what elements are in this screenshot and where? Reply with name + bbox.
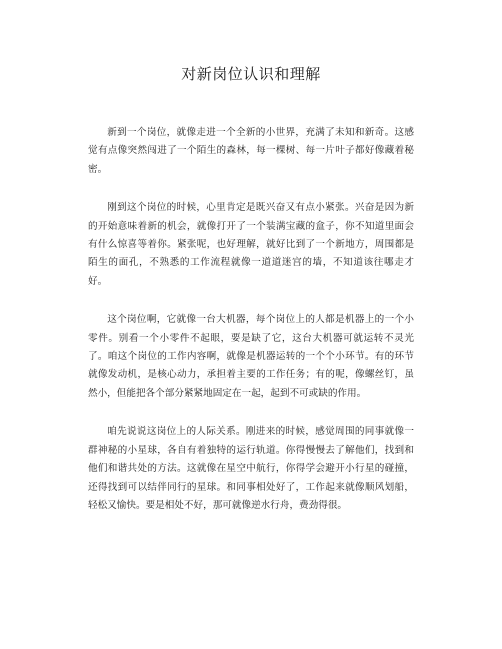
paragraph-3: 这个岗位啊，它就像一台大机器，每个岗位上的人都是机器上的一个小零件。别看一个小零件不起眼，要是缺了它，这台大机器可就运转不灵光了。咱这个岗位的工作内容啊，就像是机器运转的一个个小环节。有的环节就像发动机，是核心动力，承担着主要的工作任务；有的呢，像螺丝钉，虽然小，但能把各个部分紧紧地固定在一起，起到不可或缺的作用。 [88,314,414,399]
document-title: 对新岗位认识和理解 [181,65,321,83]
paragraph-1: 新到一个岗位，就像走进一个全新的小世界，充满了未知和新奇。这感觉有点像突然闯进了一个陌生的森林，每一棵树、每一片叶子都好像藏着秘密。 [88,127,414,175]
paragraph-4: 咱先说说这岗位上的人际关系。刚进来的时候，感觉周围的同事就像一群神秘的小星球，各自有着独特的运行轨道。你得慢慢去了解他们，找到和他们和谐共处的方法。这就像在星空中航行，你得学会避开小行星的碰撞，还得找到可以结伴同行的星球。和同事相处好了，工作起来就像顺风划船，轻松又愉快。要是相处不好，那可就像逆水行舟，费劲得很。 [88,426,414,511]
paragraph-2: 刚到这个岗位的时候，心里肯定是既兴奋又有点小紧张。兴奋是因为新的开始意味着新的机会，就像打开了一个装满宝藏的盒子，你不知道里面会有什么惊喜等着你。紧张呢，也好理解，就好比到了一个新地方，周围都是陌生的面孔，不熟悉的工作流程就像一道道迷宫的墙，不知道该往哪走才好。 [88,202,414,287]
